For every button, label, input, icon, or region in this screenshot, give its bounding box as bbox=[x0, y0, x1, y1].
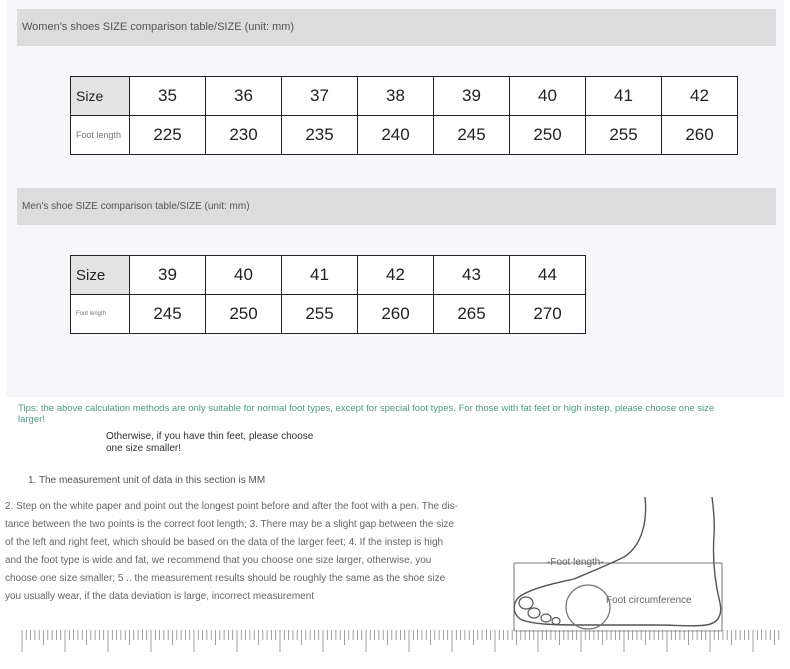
foot-measurement-diagram bbox=[508, 495, 728, 635]
size-cell: 44 bbox=[510, 256, 586, 295]
circumference-loop-icon bbox=[566, 585, 610, 629]
table-row bbox=[71, 116, 738, 155]
step-line: you usually wear, if the data deviation is large, incorrect measurement bbox=[5, 591, 315, 602]
length-cell: 255 bbox=[586, 116, 662, 155]
size-cell: 35 bbox=[130, 77, 206, 116]
length-cell: 245 bbox=[130, 295, 206, 334]
step-line: of the left and right feet, which should be based on the data of the larger feet; 4. If the instep is high bbox=[5, 537, 444, 548]
size-cell: 39 bbox=[130, 256, 206, 295]
foot-outline-icon bbox=[514, 497, 720, 626]
tips-text: Tips: the above calculation methods are only suitable for normal foot types, except for special foot types. For those with fat feet or high instep, please choose one size larger! bbox=[18, 403, 715, 425]
size-cell: 41 bbox=[282, 256, 358, 295]
length-cell: 225 bbox=[130, 116, 206, 155]
size-cell: 36 bbox=[206, 77, 282, 116]
size-cell: 38 bbox=[358, 77, 434, 116]
length-cell: 235 bbox=[282, 116, 358, 155]
toe-icon bbox=[528, 608, 540, 618]
table-row bbox=[71, 256, 586, 295]
foot-length-label: -Foot length- bbox=[547, 557, 604, 568]
size-cell: 40 bbox=[206, 256, 282, 295]
measurement-steps bbox=[5, 498, 497, 606]
step-line: and the foot type is wide and fat, we recommend that you choose one size larger, otherwise, you bbox=[5, 555, 432, 566]
length-cell: 255 bbox=[282, 295, 358, 334]
table-row bbox=[71, 295, 586, 334]
length-cell: 260 bbox=[358, 295, 434, 334]
toe-icon bbox=[552, 618, 560, 625]
foot-length-header-cell: Foot length bbox=[71, 116, 130, 155]
men-size-title: Men's shoe SIZE comparison table/SIZE (unit: mm) bbox=[17, 188, 776, 225]
step-line: 2. Step on the white paper and point out the longest point before and after the foot with a pen. The dis- bbox=[5, 501, 458, 512]
men-size-table bbox=[70, 255, 586, 334]
step-line: tance between the two points is the correct foot length; 3. There may be a slight gap between the size bbox=[5, 519, 454, 530]
size-cell: 42 bbox=[358, 256, 434, 295]
women-size-title: Women's shoes SIZE comparison table/SIZE (unit: mm) bbox=[17, 9, 776, 46]
length-cell: 250 bbox=[510, 116, 586, 155]
size-cell: 41 bbox=[586, 77, 662, 116]
length-cell: 265 bbox=[434, 295, 510, 334]
measurement-unit-note: 1. The measurement unit of data in this section is MM bbox=[28, 475, 266, 486]
women-size-table bbox=[70, 76, 738, 155]
length-cell: 245 bbox=[434, 116, 510, 155]
size-cell: 37 bbox=[282, 77, 358, 116]
length-cell: 230 bbox=[206, 116, 282, 155]
step-line: choose one size smaller; 5 .. the measurement results should be roughly the same as the shoe size bbox=[5, 573, 446, 584]
length-cell: 260 bbox=[662, 116, 738, 155]
size-cell: 42 bbox=[662, 77, 738, 116]
ruler-icon bbox=[20, 628, 780, 656]
length-cell: 270 bbox=[510, 295, 586, 334]
size-cell: 40 bbox=[510, 77, 586, 116]
foot-circumference-label: Foot circumference bbox=[606, 595, 692, 606]
thin-feet-note: Otherwise, if you have thin feet, please choose one size smaller! bbox=[106, 431, 314, 454]
size-header-cell: Size bbox=[71, 256, 130, 295]
foot-length-header-cell: Foot length bbox=[71, 295, 130, 334]
size-cell: 43 bbox=[434, 256, 510, 295]
toe-icon bbox=[519, 597, 533, 609]
toe-icon bbox=[541, 614, 551, 622]
length-cell: 240 bbox=[358, 116, 434, 155]
length-cell: 250 bbox=[206, 295, 282, 334]
table-row bbox=[71, 77, 738, 116]
size-cell: 39 bbox=[434, 77, 510, 116]
size-header-cell: Size bbox=[71, 77, 130, 116]
